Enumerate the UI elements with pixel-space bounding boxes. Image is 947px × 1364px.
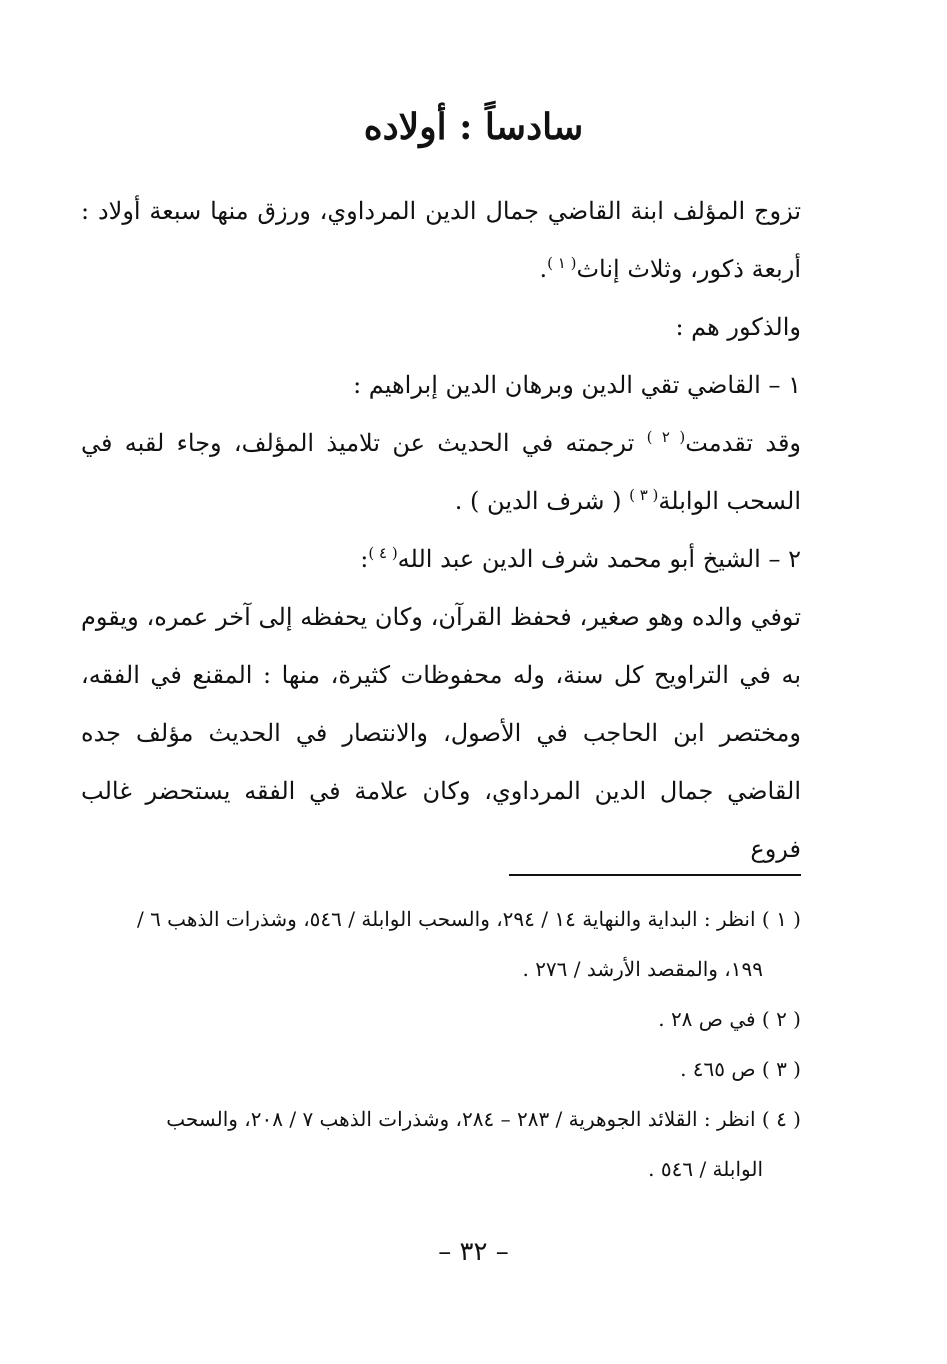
main-text [81, 182, 801, 878]
paragraph-text: تزوج المؤلف ابنة القاضي جمال الدين المرداوي، ورزق منها سبعة أولاد : أربعة ذكور، وثلاث إناث [81, 197, 802, 283]
paragraph-text: ٢ – الشيخ أبو محمد شرف الدين عبد الله [397, 545, 801, 573]
section-title: سادساً : أولاده [363, 106, 584, 148]
paragraph-son-1-detail [81, 414, 801, 530]
paragraph-text: ترجمته في الحديث عن تلاميذ المؤلف، وجاء لقبه في السحب الوابلة [81, 429, 801, 515]
footnote-4: ( ٤ ) انظر : القلائد الجوهرية / ٢٨٣ – ٢٨٤، وشذرات الذهب ٧ / ٢٠٨، والسحب [166, 1107, 801, 1131]
page-number: – ٣٢ – [438, 1237, 509, 1267]
paragraph-text: : [360, 545, 369, 573]
list-item-son-2 [81, 530, 801, 588]
paragraph-text: وقد تقدمت [685, 429, 802, 457]
footnote-marker-2[interactable]: ( ٢ ) [646, 428, 686, 446]
footnote-2: ( ٢ ) في ص ٢٨ . [658, 1007, 801, 1031]
paragraph-son-2-detail: توفي والده وهو صغير، فحفظ القرآن، وكان يحفظه إلى آخر عمره، ويقوم به في التراويح كل سنة، وله محفوظات كثيرة، منها : المقنع في الفقه، ومختصر ابن الحاجب في الأصول، والانتصار في الحديث مؤلف جده القاضي جمال الدين المرداوي، وكان علامة في الفقه يستحضر غالب فروع [81, 603, 801, 863]
paragraph-text: ( شرف الدين ) . [454, 487, 630, 515]
footnote-1: ( ١ ) انظر : البداية والنهاية ١٤ / ٢٩٤، والسحب الوابلة / ٥٤٦، وشذرات الذهب ٦ / [136, 907, 801, 931]
footnote-4-continued: الوابلة / ٥٤٦ . [648, 1157, 763, 1181]
footnote-marker-4[interactable]: ( ٤ ) [368, 544, 398, 562]
footnote-marker-1[interactable]: ( ١ ) [547, 254, 577, 272]
paragraph-sons-intro: والذكور هم : [675, 313, 801, 341]
footnote-1-continued: ١٩٩، والمقصد الأرشد / ٢٧٦ . [522, 957, 763, 981]
footnote-divider [509, 874, 801, 876]
footnotes [81, 894, 801, 1194]
list-item-son-1: ١ – القاضي تقي الدين وبرهان الدين إبراهيم : [353, 371, 801, 399]
paragraph-marriage [81, 182, 801, 298]
paragraph-text: . [539, 255, 548, 283]
footnote-3: ( ٣ ) ص ٤٦٥ . [680, 1057, 801, 1081]
footnote-marker-3[interactable]: ( ٣ ) [629, 486, 659, 504]
